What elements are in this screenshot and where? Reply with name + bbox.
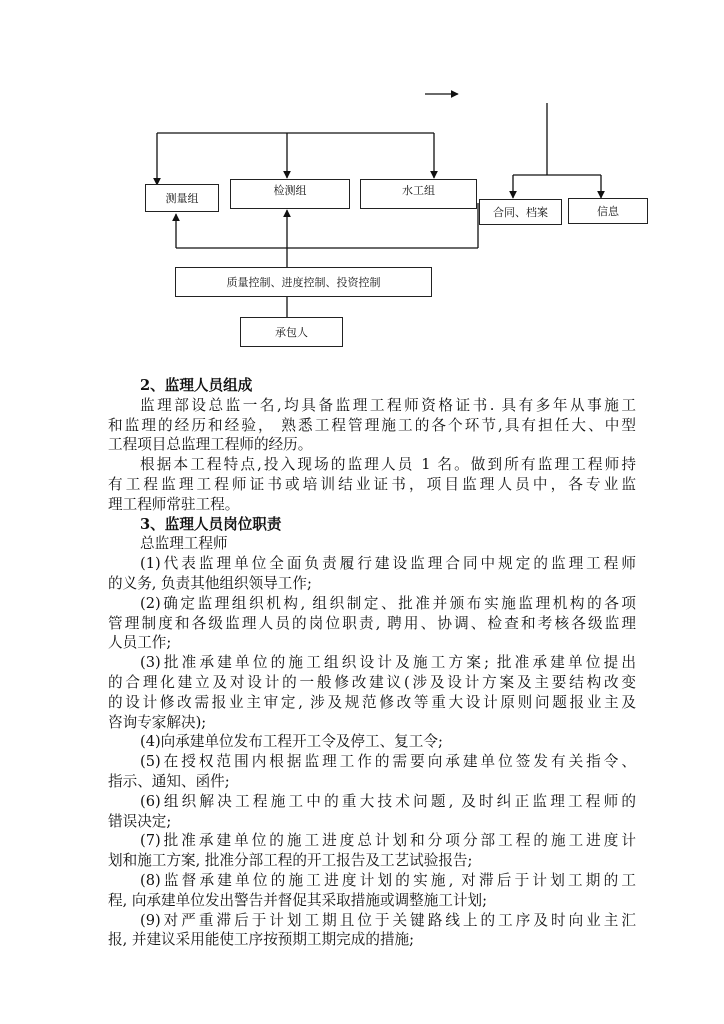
box-hydraulic-group: 水工组 <box>360 179 477 209</box>
box-control: 质量控制、进度控制、投资控制 <box>175 267 432 297</box>
section3-line: 的义务, 负责其他组织领导工作; <box>108 574 312 592</box>
section3-line: (5)在授权范围内根据监理工作的需要向承建单位签发有关指令、 <box>140 753 636 771</box>
section3-line: (2)确定监理组织机构, 组织制定、批准并颁布实施监理机构的各项 <box>140 594 636 612</box>
section2-line: 工程项目总监理工程师的经历。 <box>108 436 313 454</box>
section3-line: 报, 并建议采用能使工序按预期工期完成的措施; <box>108 931 415 949</box>
section2-line: 监理部设总监一名,均具备监理工程师资格证书. 具有多年从事施工 <box>140 396 636 414</box>
section3-line: 错误决定; <box>108 812 172 830</box>
section3-line: 指示、通知、函件; <box>108 772 230 790</box>
section3-line: 咨询专家解决); <box>108 713 207 731</box>
section3-line: (4)向承建单位发布工程开工令及停工、复工令; <box>140 733 443 751</box>
document-body <box>108 376 636 950</box>
section3-line: 程, 向承建单位发出警告并督促其采取措施或调整施工计划; <box>108 891 488 909</box>
section2-line: 有工程监理工程师证书或培训结业证书，项目监理人员中，各专业监 <box>108 475 636 493</box>
section3-line: (3)批准承建单位的施工组织设计及施工方案; 批准承建单位提出 <box>140 654 636 672</box>
section3-line: 的合理化建立及对设计的一般修改建议(涉及设计方案及主要结构改变 <box>108 673 636 691</box>
box-survey-group: 测量组 <box>145 184 219 212</box>
section3-line: 划和施工方案, 批准分部工程的开工报告及工艺试验报告; <box>108 852 473 870</box>
section3-line: (8)监督承建单位的施工进度计划的实施, 对滞后于计划工期的工 <box>140 871 636 889</box>
section3-line: (7)批准承建单位的施工进度总计划和分项分部工程的施工进度计 <box>140 832 636 850</box>
section3-line: (9)对严重滞后于计划工期且位于关键路线上的工序及时向业主汇 <box>140 911 636 929</box>
section2-line: 和监理的经历和经验， 熟悉工程管理施工的各个环节,具有担任大、中型 <box>108 416 636 434</box>
box-contractor: 承包人 <box>240 317 343 347</box>
section3-line: 管理制度和各级监理人员的岗位职责, 聘用、协调、检查和考核各级监理 <box>108 614 636 632</box>
section2-line: 理工程师常驻工程。 <box>108 495 240 513</box>
box-testing-group: 检测组 <box>230 179 350 209</box>
section3-heading: 3、监理人员岗位职责 <box>140 515 282 533</box>
section3-line: 的设计修改需报业主审定, 涉及规范修改等重大设计原则问题报业主及 <box>108 693 636 711</box>
box-contract-archive: 合同、档案 <box>479 199 562 225</box>
section3-subheading: 总监理工程师 <box>140 535 228 553</box>
section2-heading: 2、监理人员组成 <box>140 377 253 394</box>
section3-line: (1)代表监理单位全面负责履行建设监理合同中规定的监理工程师 <box>140 555 636 573</box>
section2-line: 根据本工程特点,投入现场的监理人员 1 名。做到所有监理工程师持 <box>140 456 636 474</box>
box-information: 信息 <box>568 198 648 224</box>
section3-line: 人员工作; <box>108 634 172 652</box>
section3-line: (6)组织解决工程施工中的重大技术问题, 及时纠正监理工程师的 <box>140 792 636 810</box>
